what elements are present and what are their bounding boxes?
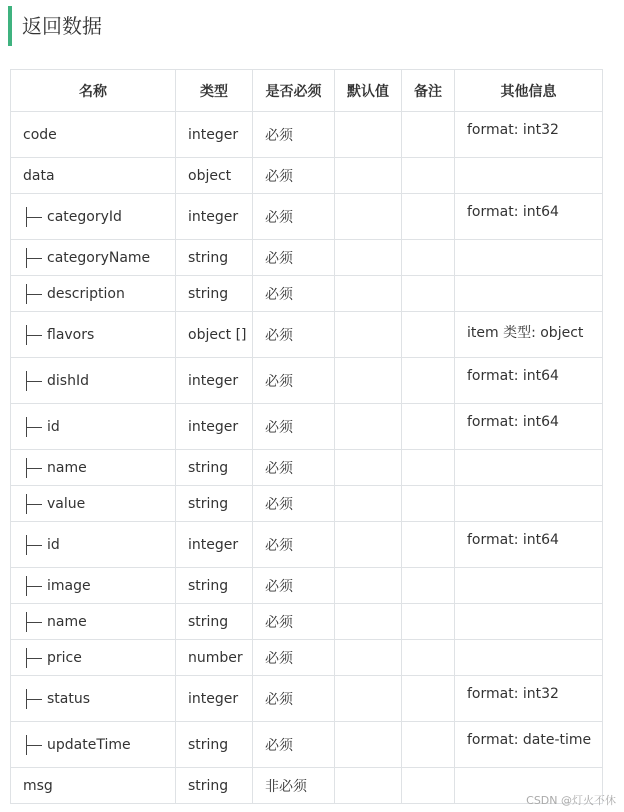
cell-text: string [188, 613, 229, 630]
tree-branch-icon [23, 460, 45, 476]
tree-branch-icon [23, 286, 45, 302]
cell-required [253, 640, 335, 676]
cell-type [176, 722, 253, 768]
cell-type [176, 404, 253, 450]
cell-text: price [47, 649, 82, 666]
tree-branch-icon [23, 650, 45, 666]
header-extra: 其他信息 [455, 70, 603, 112]
cell-text: integer [188, 536, 239, 553]
cell-required [253, 404, 335, 450]
cell-default [335, 358, 402, 404]
cell-text: string [188, 495, 229, 512]
cell-text: code [23, 126, 57, 143]
table-header-row [11, 70, 603, 112]
cell-text: status [47, 690, 91, 707]
cell-text: categoryName [47, 249, 151, 266]
cell-text: object [] [188, 326, 247, 343]
cell-text: string [188, 285, 229, 302]
cell-default [335, 158, 402, 194]
cell-default [335, 604, 402, 640]
cell-text: 必须 [265, 537, 293, 554]
cell-text: object [188, 167, 232, 184]
cell-default [335, 722, 402, 768]
cell-extra [455, 486, 603, 522]
cell-note [402, 768, 455, 804]
cell-note [402, 722, 455, 768]
cell-text: value [47, 495, 86, 512]
header-type: 类型 [176, 70, 253, 112]
cell-note [402, 158, 455, 194]
cell-extra [455, 358, 603, 404]
cell-note [402, 450, 455, 486]
tree-branch-icon [23, 373, 45, 389]
cell-text: msg [23, 777, 53, 794]
cell-text: integer [188, 418, 239, 435]
cell-text: 必须 [265, 614, 293, 631]
cell-extra [455, 640, 603, 676]
header-required: 是否必须 [253, 70, 335, 112]
header-default: 默认值 [335, 70, 402, 112]
cell-note [402, 240, 455, 276]
table-row [11, 276, 603, 312]
cell-text: format: date-time [467, 732, 592, 748]
tree-branch-icon [23, 614, 45, 630]
cell-name [11, 194, 176, 240]
cell-type [176, 276, 253, 312]
cell-text: string [188, 736, 229, 753]
cell-extra [455, 522, 603, 568]
cell-required [253, 450, 335, 486]
cell-default [335, 404, 402, 450]
cell-name [11, 768, 176, 804]
cell-text: string [188, 577, 229, 594]
cell-note [402, 486, 455, 522]
cell-default [335, 768, 402, 804]
cell-extra [455, 194, 603, 240]
cell-text: integer [188, 208, 239, 225]
cell-required [253, 568, 335, 604]
cell-note [402, 676, 455, 722]
cell-text: name [47, 613, 87, 630]
table-row [11, 358, 603, 404]
cell-text: 必须 [265, 373, 293, 390]
tree-branch-icon [23, 250, 45, 266]
tree-branch-icon [23, 578, 45, 594]
cell-type [176, 676, 253, 722]
cell-default [335, 194, 402, 240]
cell-name [11, 450, 176, 486]
table-row [11, 722, 603, 768]
cell-required [253, 676, 335, 722]
cell-type [176, 768, 253, 804]
cell-text: integer [188, 372, 239, 389]
tree-branch-icon [23, 496, 45, 512]
cell-text: 必须 [265, 496, 293, 513]
table-row [11, 676, 603, 722]
cell-text: string [188, 249, 229, 266]
cell-name [11, 486, 176, 522]
response-fields-table [10, 69, 603, 804]
cell-text: integer [188, 690, 239, 707]
cell-text: 必须 [265, 250, 293, 267]
cell-text: 必须 [265, 691, 293, 708]
cell-name [11, 158, 176, 194]
cell-extra [455, 568, 603, 604]
cell-note [402, 604, 455, 640]
cell-required [253, 112, 335, 158]
cell-type [176, 522, 253, 568]
cell-text: 必须 [265, 209, 293, 226]
cell-text: id [47, 418, 60, 435]
header-name: 名称 [11, 70, 176, 112]
cell-type [176, 604, 253, 640]
cell-extra [455, 312, 603, 358]
cell-text: integer [188, 126, 239, 143]
cell-text: format: int64 [467, 204, 559, 220]
cell-name [11, 358, 176, 404]
table-row [11, 486, 603, 522]
cell-note [402, 358, 455, 404]
cell-extra [455, 158, 603, 194]
tree-branch-icon [23, 691, 45, 707]
cell-note [402, 276, 455, 312]
table-row [11, 312, 603, 358]
cell-text: string [188, 459, 229, 476]
cell-default [335, 276, 402, 312]
cell-text: flavors [47, 326, 95, 343]
table-row [11, 112, 603, 158]
cell-text: 必须 [265, 327, 293, 344]
cell-type [176, 640, 253, 676]
cell-text: 必须 [265, 419, 293, 436]
cell-text: format: int64 [467, 532, 559, 548]
header-note: 备注 [402, 70, 455, 112]
cell-name [11, 276, 176, 312]
table-row [11, 450, 603, 486]
cell-required [253, 158, 335, 194]
cell-default [335, 240, 402, 276]
table-row [11, 240, 603, 276]
table-row [11, 404, 603, 450]
cell-name [11, 722, 176, 768]
cell-text: 非必须 [265, 778, 307, 795]
cell-text: 必须 [265, 650, 293, 667]
tree-branch-icon [23, 537, 45, 553]
cell-text: number [188, 649, 243, 666]
cell-type [176, 194, 253, 240]
table-row [11, 640, 603, 676]
cell-text: 必须 [265, 460, 293, 477]
cell-text: format: int64 [467, 414, 559, 430]
cell-text: dishId [47, 372, 89, 389]
section-title: 返回数据 [8, 6, 408, 46]
cell-name [11, 312, 176, 358]
cell-extra [455, 450, 603, 486]
cell-extra [455, 676, 603, 722]
cell-required [253, 240, 335, 276]
table-row [11, 522, 603, 568]
cell-extra [455, 722, 603, 768]
cell-note [402, 194, 455, 240]
table-row [11, 158, 603, 194]
cell-note [402, 404, 455, 450]
cell-required [253, 358, 335, 404]
cell-name [11, 676, 176, 722]
cell-name [11, 240, 176, 276]
cell-default [335, 450, 402, 486]
cell-extra [455, 404, 603, 450]
cell-type [176, 158, 253, 194]
cell-required [253, 486, 335, 522]
cell-text: id [47, 536, 60, 553]
cell-extra [455, 240, 603, 276]
cell-required [253, 604, 335, 640]
cell-note [402, 640, 455, 676]
cell-type [176, 450, 253, 486]
cell-text: format: int32 [467, 122, 559, 138]
cell-default [335, 522, 402, 568]
tree-branch-icon [23, 209, 45, 225]
cell-text: image [47, 577, 91, 594]
cell-text: data [23, 167, 55, 184]
cell-extra [455, 112, 603, 158]
cell-note [402, 112, 455, 158]
tree-branch-icon [23, 737, 45, 753]
cell-note [402, 568, 455, 604]
cell-required [253, 194, 335, 240]
cell-name [11, 522, 176, 568]
watermark: CSDN @灯火不休 [526, 794, 616, 807]
cell-type [176, 358, 253, 404]
cell-type [176, 486, 253, 522]
cell-required [253, 276, 335, 312]
cell-name [11, 568, 176, 604]
cell-required [253, 522, 335, 568]
cell-default [335, 640, 402, 676]
tree-branch-icon [23, 419, 45, 435]
cell-name [11, 404, 176, 450]
cell-text: name [47, 459, 87, 476]
cell-name [11, 604, 176, 640]
cell-default [335, 676, 402, 722]
cell-note [402, 312, 455, 358]
cell-text: updateTime [47, 736, 131, 753]
table-row [11, 568, 603, 604]
cell-text: 必须 [265, 578, 293, 595]
cell-note [402, 522, 455, 568]
cell-type [176, 240, 253, 276]
cell-text: format: int32 [467, 686, 559, 702]
cell-required [253, 722, 335, 768]
cell-name [11, 640, 176, 676]
tree-branch-icon [23, 327, 45, 343]
cell-text: item 类型: object [467, 325, 584, 341]
cell-text: format: int64 [467, 368, 559, 384]
cell-text: string [188, 777, 229, 794]
cell-text: 必须 [265, 286, 293, 303]
cell-text: 必须 [265, 737, 293, 754]
cell-required [253, 768, 335, 804]
cell-default [335, 112, 402, 158]
cell-text: 必须 [265, 168, 293, 185]
table-row [11, 604, 603, 640]
cell-default [335, 568, 402, 604]
cell-type [176, 112, 253, 158]
cell-default [335, 486, 402, 522]
cell-text: categoryId [47, 208, 122, 225]
cell-text: description [47, 285, 125, 302]
cell-type [176, 312, 253, 358]
cell-text: 必须 [265, 127, 293, 144]
cell-extra [455, 276, 603, 312]
cell-required [253, 312, 335, 358]
cell-type [176, 568, 253, 604]
cell-name [11, 112, 176, 158]
table-row [11, 768, 603, 804]
cell-extra [455, 604, 603, 640]
table-row [11, 194, 603, 240]
cell-default [335, 312, 402, 358]
